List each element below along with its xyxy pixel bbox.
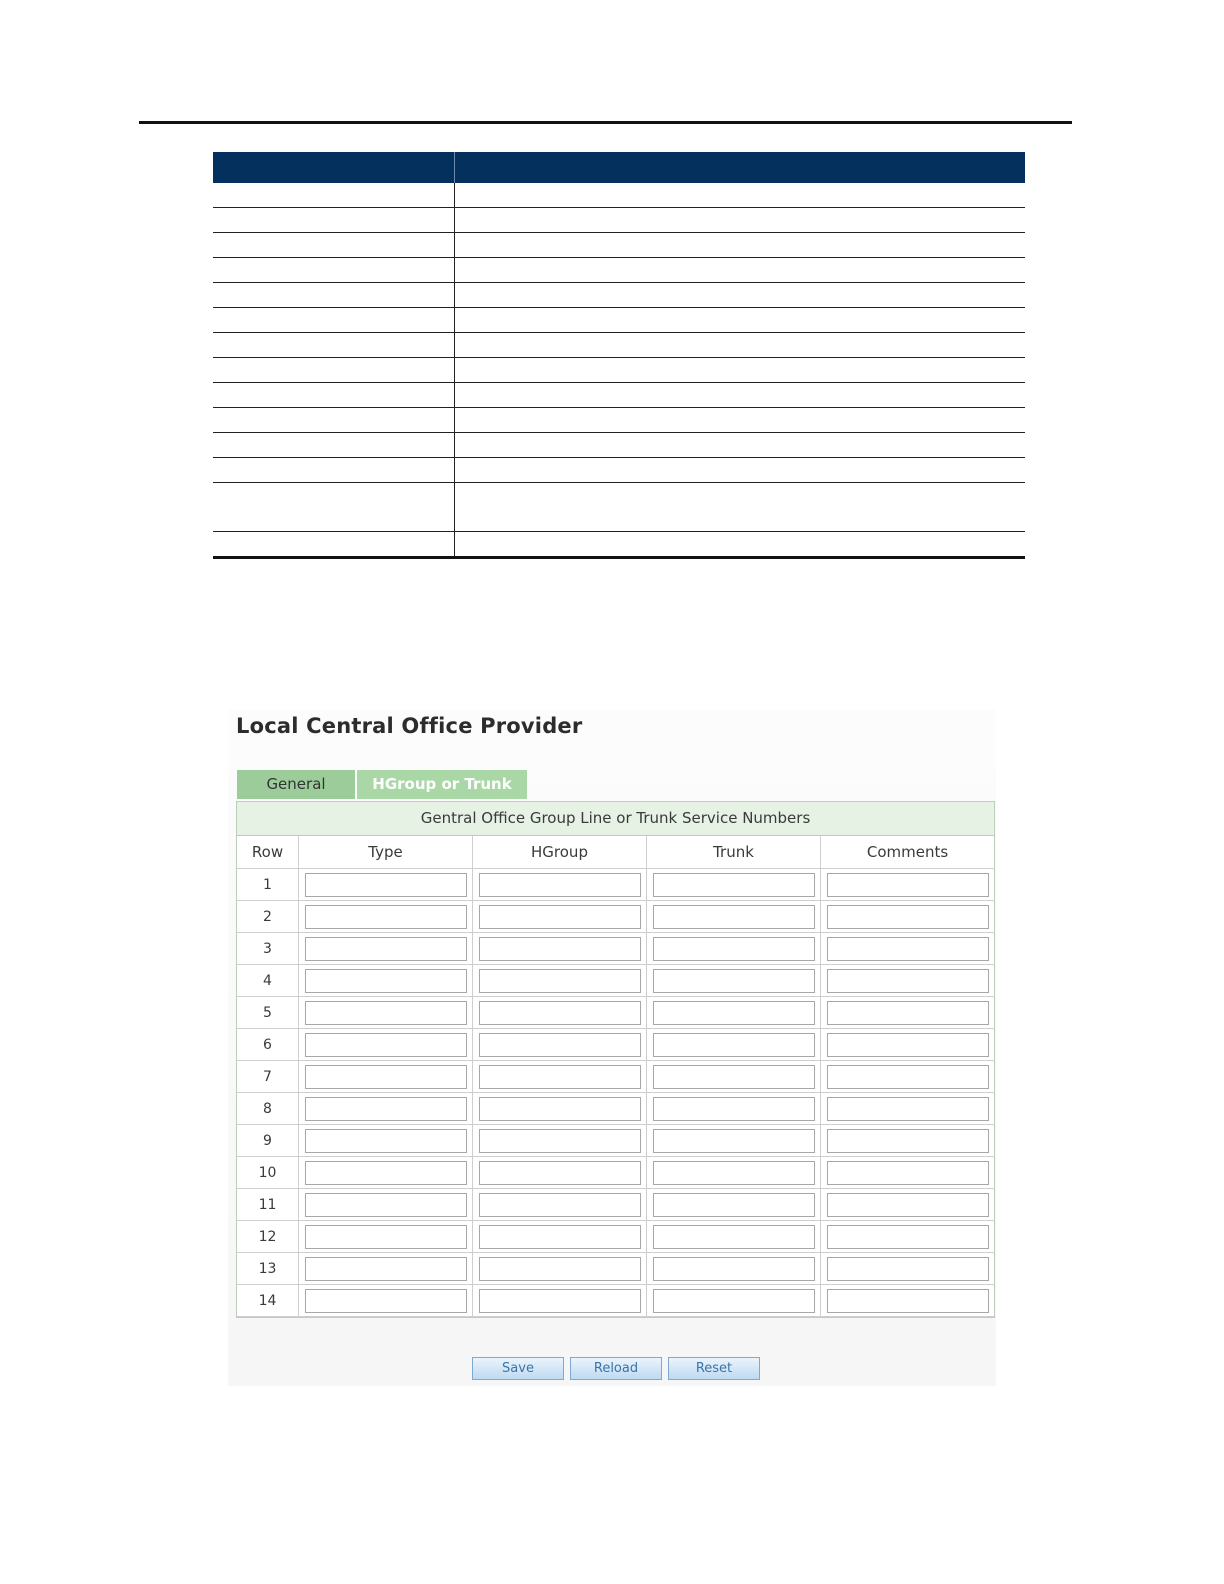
- tab-bar: [237, 770, 527, 799]
- doc-table-row: [213, 183, 1025, 208]
- type-input[interactable]: [305, 969, 467, 993]
- button-bar: [472, 1357, 760, 1380]
- trunk-input[interactable]: [653, 969, 815, 993]
- service-grid: [237, 836, 994, 1317]
- table-cell: [821, 1125, 994, 1157]
- hgroup-input[interactable]: [479, 873, 641, 897]
- doc-cell: [455, 358, 1025, 382]
- table-cell: [821, 1061, 994, 1093]
- row-number: 14: [237, 1285, 299, 1317]
- doc-cell: [213, 408, 455, 432]
- doc-cell: [213, 458, 455, 482]
- doc-cell: [455, 208, 1025, 232]
- comments-input[interactable]: [827, 905, 989, 929]
- trunk-input[interactable]: [653, 1065, 815, 1089]
- table-cell: [647, 1093, 821, 1125]
- table-cell: [647, 1285, 821, 1317]
- doc-table-body: [213, 183, 1025, 559]
- save-button[interactable]: Save: [472, 1357, 564, 1380]
- page-title: Local Central Office Provider: [236, 714, 583, 738]
- table-cell: [821, 869, 994, 901]
- table-cell: [821, 1093, 994, 1125]
- column-header-type: Type: [299, 836, 473, 869]
- type-input[interactable]: [305, 1161, 467, 1185]
- table-cell: [821, 997, 994, 1029]
- table-cell: [299, 997, 473, 1029]
- doc-cell: [455, 258, 1025, 282]
- table-cell: [299, 933, 473, 965]
- column-header-row: Row: [237, 836, 299, 869]
- reset-button[interactable]: Reset: [668, 1357, 760, 1380]
- comments-input[interactable]: [827, 1097, 989, 1121]
- table-cell: [473, 1029, 647, 1061]
- doc-cell: [455, 383, 1025, 407]
- row-number: 5: [237, 997, 299, 1029]
- trunk-input[interactable]: [653, 1257, 815, 1281]
- column-header-hgroup: HGroup: [473, 836, 647, 869]
- page-top-rule: [139, 121, 1072, 124]
- doc-table-row: [213, 283, 1025, 308]
- type-input[interactable]: [305, 1257, 467, 1281]
- table-cell: [821, 1029, 994, 1061]
- hgroup-input[interactable]: [479, 1065, 641, 1089]
- comments-input[interactable]: [827, 1129, 989, 1153]
- row-number: 7: [237, 1061, 299, 1093]
- table-cell: [647, 901, 821, 933]
- table-cell: [473, 997, 647, 1029]
- table-cell: [647, 1157, 821, 1189]
- doc-cell: [455, 333, 1025, 357]
- row-number: 6: [237, 1029, 299, 1061]
- type-input[interactable]: [305, 1289, 467, 1313]
- trunk-input[interactable]: [653, 1193, 815, 1217]
- table-cell: [299, 1125, 473, 1157]
- service-numbers-table: [236, 801, 995, 1318]
- doc-table-row: [213, 408, 1025, 433]
- table-cell: [473, 965, 647, 997]
- table-cell: [473, 1221, 647, 1253]
- doc-cell: [455, 433, 1025, 457]
- doc-cell: [455, 183, 1025, 207]
- table-cell: [647, 965, 821, 997]
- doc-table-row: [213, 358, 1025, 383]
- doc-table-row: [213, 208, 1025, 233]
- table-cell: [299, 1221, 473, 1253]
- table-cell: [647, 1061, 821, 1093]
- trunk-input[interactable]: [653, 1289, 815, 1313]
- doc-table-header: [213, 152, 1025, 183]
- doc-cell: [213, 433, 455, 457]
- doc-cell: [213, 183, 455, 207]
- doc-cell: [455, 532, 1025, 556]
- hgroup-input[interactable]: [479, 1289, 641, 1313]
- row-number: 12: [237, 1221, 299, 1253]
- hgroup-input[interactable]: [479, 969, 641, 993]
- table-cell: [299, 1189, 473, 1221]
- table-cell: [473, 1093, 647, 1125]
- table-cell: [821, 1189, 994, 1221]
- table-cell: [647, 1189, 821, 1221]
- doc-cell: [455, 283, 1025, 307]
- doc-cell: [213, 532, 455, 556]
- hgroup-input[interactable]: [479, 1129, 641, 1153]
- doc-cell: [455, 483, 1025, 531]
- trunk-input[interactable]: [653, 1161, 815, 1185]
- doc-table-row: [213, 433, 1025, 458]
- doc-table-row: [213, 308, 1025, 333]
- comments-input[interactable]: [827, 1289, 989, 1313]
- table-cell: [473, 901, 647, 933]
- table-cell: [647, 1253, 821, 1285]
- doc-header-col-2: [455, 152, 1025, 183]
- doc-table: [213, 152, 1025, 559]
- doc-cell: [213, 283, 455, 307]
- doc-cell: [213, 308, 455, 332]
- hgroup-input[interactable]: [479, 937, 641, 961]
- row-number: 3: [237, 933, 299, 965]
- doc-table-row: [213, 333, 1025, 358]
- doc-table-row: [213, 532, 1025, 559]
- table-cell: [299, 1253, 473, 1285]
- comments-input[interactable]: [827, 1161, 989, 1185]
- table-cell: [473, 1189, 647, 1221]
- table-cell: [473, 1253, 647, 1285]
- table-cell: [821, 1285, 994, 1317]
- table-cell: [647, 1029, 821, 1061]
- table-cell: [821, 965, 994, 997]
- hgroup-input[interactable]: [479, 905, 641, 929]
- doc-cell: [213, 483, 455, 531]
- comments-input[interactable]: [827, 937, 989, 961]
- comments-input[interactable]: [827, 873, 989, 897]
- doc-cell: [455, 408, 1025, 432]
- table-cell: [299, 1061, 473, 1093]
- column-header-trunk: Trunk: [647, 836, 821, 869]
- doc-cell: [213, 383, 455, 407]
- type-input[interactable]: [305, 1193, 467, 1217]
- table-cell: [299, 1285, 473, 1317]
- hgroup-input[interactable]: [479, 1001, 641, 1025]
- table-cell: [647, 1125, 821, 1157]
- table-cell: [299, 901, 473, 933]
- comments-input[interactable]: [827, 1193, 989, 1217]
- table-cell: [299, 1029, 473, 1061]
- comments-input[interactable]: [827, 1225, 989, 1249]
- row-number: 1: [237, 869, 299, 901]
- comments-input[interactable]: [827, 1257, 989, 1281]
- table-cell: [647, 1221, 821, 1253]
- type-input[interactable]: [305, 937, 467, 961]
- trunk-input[interactable]: [653, 1001, 815, 1025]
- row-number: 13: [237, 1253, 299, 1285]
- column-header-comments: Comments: [821, 836, 994, 869]
- table-cell: [473, 1285, 647, 1317]
- table-cell: [473, 1157, 647, 1189]
- hgroup-input[interactable]: [479, 1033, 641, 1057]
- type-input[interactable]: [305, 1033, 467, 1057]
- row-number: 8: [237, 1093, 299, 1125]
- reload-button[interactable]: Reload: [570, 1357, 662, 1380]
- trunk-input[interactable]: [653, 905, 815, 929]
- table-caption: Gentral Office Group Line or Trunk Service Numbers: [237, 802, 994, 836]
- doc-cell: [213, 258, 455, 282]
- doc-table-row: [213, 458, 1025, 483]
- doc-header-col-1: [213, 152, 455, 183]
- comments-input[interactable]: [827, 1033, 989, 1057]
- type-input[interactable]: [305, 1129, 467, 1153]
- type-input[interactable]: [305, 1097, 467, 1121]
- type-input[interactable]: [305, 873, 467, 897]
- row-number: 4: [237, 965, 299, 997]
- table-cell: [473, 1061, 647, 1093]
- type-input[interactable]: [305, 905, 467, 929]
- row-number: 2: [237, 901, 299, 933]
- table-cell: [647, 997, 821, 1029]
- doc-cell: [455, 308, 1025, 332]
- table-cell: [821, 1253, 994, 1285]
- table-cell: [821, 901, 994, 933]
- hgroup-input[interactable]: [479, 1161, 641, 1185]
- type-input[interactable]: [305, 1225, 467, 1249]
- trunk-input[interactable]: [653, 1225, 815, 1249]
- doc-cell: [213, 358, 455, 382]
- type-input[interactable]: [305, 1065, 467, 1089]
- doc-table-row: [213, 483, 1025, 532]
- comments-input[interactable]: [827, 1001, 989, 1025]
- table-cell: [473, 869, 647, 901]
- trunk-input[interactable]: [653, 1033, 815, 1057]
- row-number: 10: [237, 1157, 299, 1189]
- trunk-input[interactable]: [653, 873, 815, 897]
- table-cell: [473, 933, 647, 965]
- trunk-input[interactable]: [653, 937, 815, 961]
- tab-hgroup-or-trunk[interactable]: HGroup or Trunk: [357, 770, 527, 799]
- hgroup-input[interactable]: [479, 1257, 641, 1281]
- trunk-input[interactable]: [653, 1129, 815, 1153]
- hgroup-input[interactable]: [479, 1225, 641, 1249]
- table-cell: [821, 1157, 994, 1189]
- hgroup-input[interactable]: [479, 1193, 641, 1217]
- table-cell: [299, 1157, 473, 1189]
- doc-table-row: [213, 233, 1025, 258]
- table-cell: [299, 1093, 473, 1125]
- doc-cell: [213, 333, 455, 357]
- doc-cell: [455, 458, 1025, 482]
- table-cell: [299, 965, 473, 997]
- tab-general[interactable]: General: [237, 770, 357, 799]
- comments-input[interactable]: [827, 1065, 989, 1089]
- table-cell: [647, 933, 821, 965]
- table-cell: [473, 1125, 647, 1157]
- hgroup-input[interactable]: [479, 1097, 641, 1121]
- row-number: 9: [237, 1125, 299, 1157]
- table-cell: [647, 869, 821, 901]
- doc-table-row: [213, 258, 1025, 283]
- table-cell: [821, 933, 994, 965]
- doc-cell: [213, 208, 455, 232]
- trunk-input[interactable]: [653, 1097, 815, 1121]
- comments-input[interactable]: [827, 969, 989, 993]
- table-cell: [299, 869, 473, 901]
- doc-cell: [455, 233, 1025, 257]
- table-cell: [821, 1221, 994, 1253]
- doc-cell: [213, 233, 455, 257]
- row-number: 11: [237, 1189, 299, 1221]
- type-input[interactable]: [305, 1001, 467, 1025]
- doc-table-row: [213, 383, 1025, 408]
